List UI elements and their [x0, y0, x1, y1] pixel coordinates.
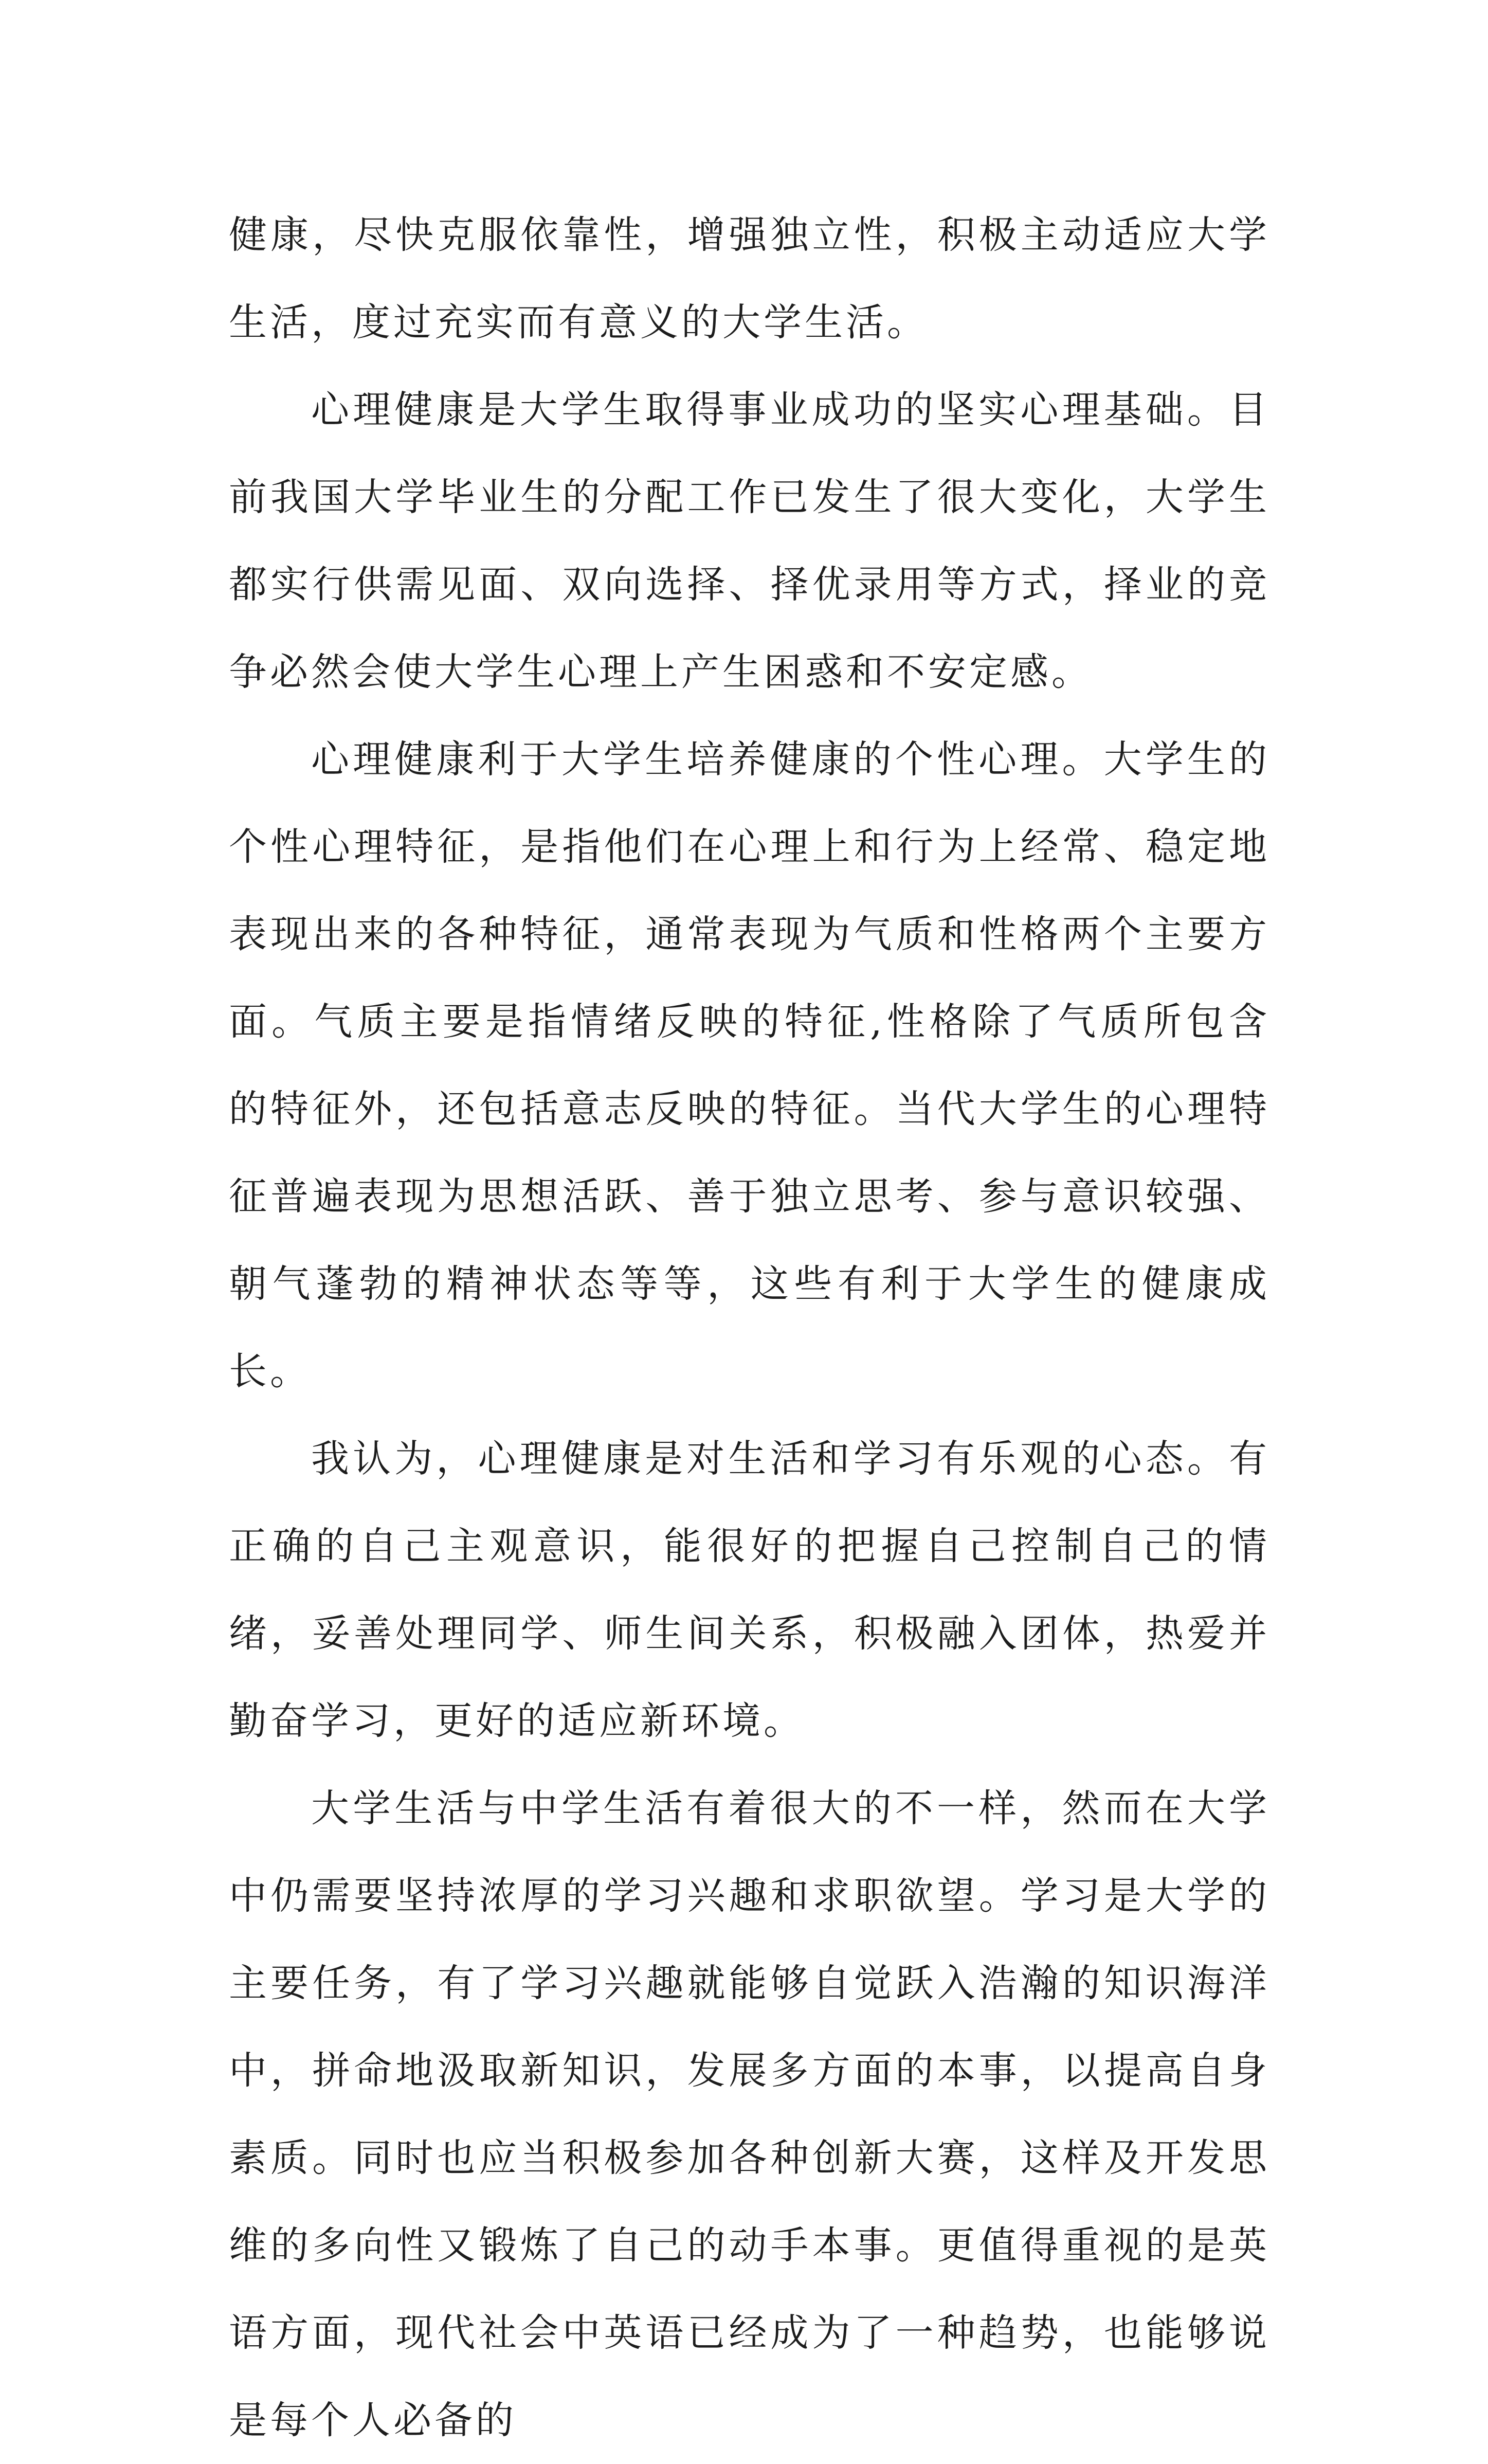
paragraph: 大学生活与中学生活有着很大的不一样，然而在大学中仍需要坚持浓厚的学习兴趣和求职欲望。学习是大学的主要任务，有了学习兴趣就能够自觉跃入浩瀚的知识海洋中，拼命地汲取新知识，发展多方面的本事，以提高自身素质。同时也应当积极参加各种创新大赛，这样及开发思维的多向性又锻炼了自己的动手本事。更值得重视的是英语方面，现代社会中英语已经成为了一种趋势，也能够说是每个人必备的 [229, 1786, 1270, 2442]
document-body [229, 191, 1270, 2464]
paragraph: 心理健康是大学生取得事业成功的坚实心理基础。目前我国大学毕业生的分配工作已发生了很大变化，大学生都实行供需见面、双向选择、择优录用等方式，择业的竞争必然会使大学生心理上产生困惑和不安定感。 [229, 388, 1270, 694]
paragraph: 心理健康利于大学生培养健康的个性心理。大学生的个性心理特征，是指他们在心理上和行为上经常、稳定地表现出来的各种特征，通常表现为气质和性格两个主要方面。气质主要是指情绪反映的特征,性格除了气质所包含的特征外，还包括意志反映的特征。当代大学生的心理特征普遍表现为思想活跃、善于独立思考、参与意识较强、朝气蓬勃的精神状态等等，这些有利于大学生的健康成长。 [229, 737, 1270, 1393]
paragraph: 我认为，心理健康是对生活和学习有乐观的心态。有正确的自己主观意识，能很好的把握自己控制自己的情绪，妥善处理同学、师生间关系，积极融入团体，热爱并勤奋学习，更好的适应新环境。 [229, 1437, 1270, 1743]
paragraph-continued: 健康，尽快克服依靠性，增强独立性，积极主动适应大学生活，度过充实而有意义的大学生活。 [229, 213, 1270, 345]
